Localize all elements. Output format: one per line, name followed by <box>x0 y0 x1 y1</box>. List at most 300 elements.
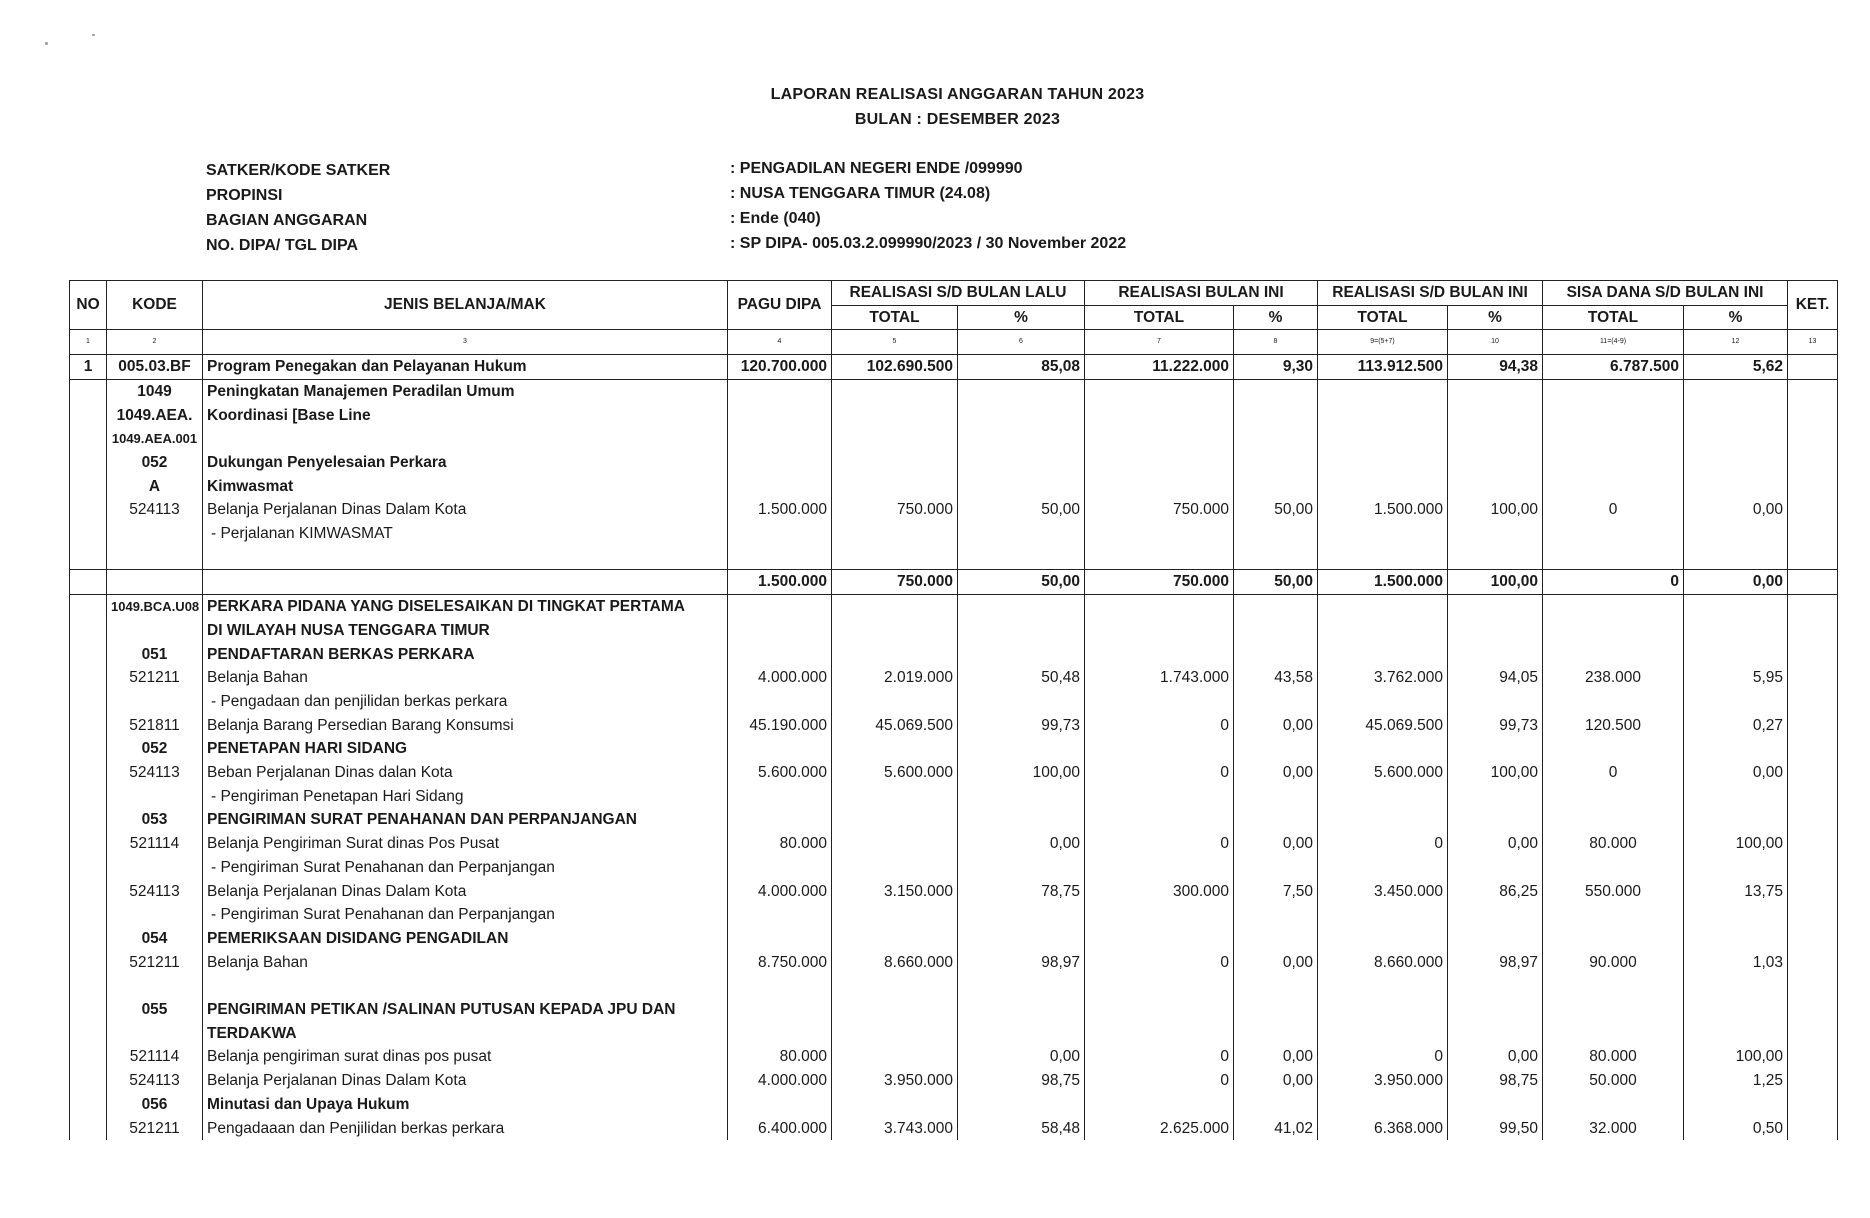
cell-t1 <box>832 475 958 499</box>
cell-t4 <box>1543 998 1684 1022</box>
cell-t3 <box>1318 974 1448 998</box>
cell-no <box>70 451 107 475</box>
cell-kode: 056 <box>107 1093 203 1117</box>
cell-jenis: TERDAKWA <box>203 1022 728 1046</box>
cell-p1: 99,73 <box>958 714 1085 738</box>
cell-t2: 1.743.000 <box>1085 666 1234 690</box>
cell-p1 <box>958 737 1085 761</box>
cell-p4 <box>1684 643 1788 667</box>
cell-t3 <box>1318 379 1448 403</box>
cell-no: 1 <box>70 355 107 380</box>
header-pagu: PAGU DIPA <box>728 281 832 330</box>
cell-no <box>70 1117 107 1141</box>
cell-jenis: Belanja Perjalanan Dinas Dalam Kota <box>203 498 728 522</box>
cell-t2 <box>1085 404 1234 428</box>
cell-t1 <box>832 522 958 546</box>
header-sisa-dana: SISA DANA S/D BULAN INI <box>1543 281 1788 306</box>
cell-p4 <box>1684 737 1788 761</box>
cell-p3: 94,05 <box>1448 666 1543 690</box>
cell-pagu <box>728 903 832 927</box>
table-row <box>70 427 1838 451</box>
cell-jenis: Belanja Pengiriman Surat dinas Pos Pusat <box>203 832 728 856</box>
column-number: 2 <box>107 330 203 355</box>
cell-jenis: PERKARA PIDANA YANG DISELESAIKAN DI TINGKAT PERTAMA <box>203 595 728 619</box>
cell-t1 <box>832 903 958 927</box>
cell-p1 <box>958 690 1085 714</box>
cell-pagu <box>728 404 832 428</box>
cell-no <box>70 903 107 927</box>
cell-p4 <box>1684 974 1788 998</box>
cell-t4 <box>1543 856 1684 880</box>
cell-p1 <box>958 379 1085 403</box>
cell-p4 <box>1684 379 1788 403</box>
cell-p3: 98,75 <box>1448 1069 1543 1093</box>
cell-t1: 3.743.000 <box>832 1117 958 1141</box>
cell-t4 <box>1543 427 1684 451</box>
cell-ket <box>1788 1093 1838 1117</box>
cell-t3: 5.600.000 <box>1318 761 1448 785</box>
table-row <box>70 974 1838 998</box>
cell-p4 <box>1684 808 1788 832</box>
cell-jenis <box>203 974 728 998</box>
cell-p1 <box>958 1022 1085 1046</box>
cell-no <box>70 1022 107 1046</box>
cell-t2 <box>1085 927 1234 951</box>
cell-p2 <box>1234 404 1318 428</box>
cell-t4 <box>1543 379 1684 403</box>
cell-t1 <box>832 856 958 880</box>
cell-p1 <box>958 856 1085 880</box>
table-row <box>70 951 1838 975</box>
cell-ket <box>1788 427 1838 451</box>
scan-speck <box>92 34 95 36</box>
cell-t2 <box>1085 475 1234 499</box>
cell-t4 <box>1543 475 1684 499</box>
cell-jenis: - Pengiriman Surat Penahanan dan Perpanjangan <box>203 856 728 880</box>
cell-ket <box>1788 666 1838 690</box>
column-number: 3 <box>203 330 728 355</box>
cell-jenis: - Pengadaan dan penjilidan berkas perkara <box>203 690 728 714</box>
cell-t4: 0 <box>1543 761 1684 785</box>
cell-no <box>70 998 107 1022</box>
cell-t3 <box>1318 475 1448 499</box>
cell-t2 <box>1085 785 1234 809</box>
cell-pagu <box>728 619 832 643</box>
cell-p3 <box>1448 522 1543 546</box>
cell-jenis <box>203 570 728 595</box>
cell-t1 <box>832 546 958 570</box>
cell-t4 <box>1543 404 1684 428</box>
cell-t2 <box>1085 379 1234 403</box>
table-row <box>70 379 1838 403</box>
table-row <box>70 546 1838 570</box>
cell-p3: 99,50 <box>1448 1117 1543 1141</box>
cell-kode: 524113 <box>107 880 203 904</box>
cell-p1: 58,48 <box>958 1117 1085 1141</box>
cell-ket <box>1788 714 1838 738</box>
cell-jenis: Minutasi dan Upaya Hukum <box>203 1093 728 1117</box>
cell-t4 <box>1543 690 1684 714</box>
cell-jenis: Belanja Perjalanan Dinas Dalam Kota <box>203 1069 728 1093</box>
header-pct: % <box>1234 305 1318 330</box>
cell-kode: 053 <box>107 808 203 832</box>
cell-p2 <box>1234 451 1318 475</box>
cell-p3 <box>1448 546 1543 570</box>
cell-ket <box>1788 355 1838 380</box>
column-number-row <box>70 330 1838 355</box>
cell-t1 <box>832 451 958 475</box>
cell-t1 <box>832 832 958 856</box>
cell-pagu: 1.500.000 <box>728 570 832 595</box>
table-row <box>70 570 1838 595</box>
cell-t2: 0 <box>1085 714 1234 738</box>
cell-t1: 5.600.000 <box>832 761 958 785</box>
cell-ket <box>1788 974 1838 998</box>
header-total: TOTAL <box>1085 305 1234 330</box>
cell-p4: 1,25 <box>1684 1069 1788 1093</box>
cell-p1 <box>958 595 1085 619</box>
cell-no <box>70 404 107 428</box>
cell-jenis: Pengadaaan dan Penjilidan berkas perkara <box>203 1117 728 1141</box>
cell-pagu <box>728 475 832 499</box>
cell-jenis: PEMERIKSAAN DISIDANG PENGADILAN <box>203 927 728 951</box>
cell-pagu: 1.500.000 <box>728 498 832 522</box>
cell-pagu <box>728 451 832 475</box>
cell-pagu <box>728 427 832 451</box>
cell-t4: 80.000 <box>1543 1045 1684 1069</box>
cell-p3 <box>1448 785 1543 809</box>
table-row <box>70 404 1838 428</box>
cell-no <box>70 546 107 570</box>
cell-pagu: 120.700.000 <box>728 355 832 380</box>
cell-jenis: Belanja Bahan <box>203 951 728 975</box>
cell-kode <box>107 619 203 643</box>
cell-no <box>70 808 107 832</box>
cell-kode <box>107 1022 203 1046</box>
cell-t3 <box>1318 998 1448 1022</box>
cell-t4 <box>1543 808 1684 832</box>
cell-p4: 13,75 <box>1684 880 1788 904</box>
cell-jenis: - Pengiriman Penetapan Hari Sidang <box>203 785 728 809</box>
cell-t3: 45.069.500 <box>1318 714 1448 738</box>
cell-ket <box>1788 690 1838 714</box>
cell-t2 <box>1085 1093 1234 1117</box>
cell-t3 <box>1318 737 1448 761</box>
cell-t1 <box>832 404 958 428</box>
cell-t2 <box>1085 619 1234 643</box>
cell-ket <box>1788 595 1838 619</box>
cell-pagu: 80.000 <box>728 832 832 856</box>
cell-p1: 85,08 <box>958 355 1085 380</box>
cell-p3 <box>1448 475 1543 499</box>
cell-p2 <box>1234 927 1318 951</box>
cell-p2: 0,00 <box>1234 761 1318 785</box>
cell-t4 <box>1543 1093 1684 1117</box>
meta-label: SATKER/KODE SATKER <box>206 162 391 179</box>
cell-p1 <box>958 785 1085 809</box>
table-row <box>70 998 1838 1022</box>
cell-p2 <box>1234 737 1318 761</box>
cell-t1 <box>832 1022 958 1046</box>
cell-t4: 50.000 <box>1543 1069 1684 1093</box>
cell-p4 <box>1684 595 1788 619</box>
cell-t3 <box>1318 522 1448 546</box>
header-pct: % <box>1448 305 1543 330</box>
cell-t2: 0 <box>1085 761 1234 785</box>
cell-t3 <box>1318 619 1448 643</box>
table-row <box>70 595 1838 619</box>
cell-t4: 80.000 <box>1543 832 1684 856</box>
header-kode: KODE <box>107 281 203 330</box>
cell-t4 <box>1543 927 1684 951</box>
cell-p3 <box>1448 998 1543 1022</box>
cell-p4 <box>1684 1093 1788 1117</box>
cell-pagu <box>728 808 832 832</box>
cell-t3 <box>1318 546 1448 570</box>
cell-p4: 1,03 <box>1684 951 1788 975</box>
column-number: 4 <box>728 330 832 355</box>
cell-jenis: Belanja pengiriman surat dinas pos pusat <box>203 1045 728 1069</box>
cell-p4 <box>1684 427 1788 451</box>
cell-t3 <box>1318 595 1448 619</box>
column-number: 6 <box>958 330 1085 355</box>
cell-kode <box>107 856 203 880</box>
cell-t1: 45.069.500 <box>832 714 958 738</box>
cell-p3 <box>1448 974 1543 998</box>
budget-table <box>69 280 1838 1140</box>
cell-t2: 300.000 <box>1085 880 1234 904</box>
cell-ket <box>1788 404 1838 428</box>
cell-p2: 50,00 <box>1234 498 1318 522</box>
meta-value: : Ende (040) <box>730 210 821 227</box>
cell-t1 <box>832 427 958 451</box>
cell-p3 <box>1448 1022 1543 1046</box>
cell-p1 <box>958 451 1085 475</box>
cell-p4: 5,62 <box>1684 355 1788 380</box>
cell-t4 <box>1543 1022 1684 1046</box>
cell-t1: 750.000 <box>832 498 958 522</box>
header-ket: KET. <box>1788 281 1838 330</box>
cell-p3: 100,00 <box>1448 570 1543 595</box>
cell-t2 <box>1085 546 1234 570</box>
cell-pagu <box>728 690 832 714</box>
cell-kode: 524113 <box>107 1069 203 1093</box>
cell-t3: 1.500.000 <box>1318 498 1448 522</box>
table-row <box>70 522 1838 546</box>
cell-t1 <box>832 690 958 714</box>
table-row <box>70 1022 1838 1046</box>
table-row <box>70 856 1838 880</box>
cell-p1 <box>958 1093 1085 1117</box>
cell-no <box>70 714 107 738</box>
cell-t3: 0 <box>1318 832 1448 856</box>
cell-kode: 052 <box>107 737 203 761</box>
cell-p2 <box>1234 643 1318 667</box>
cell-p3 <box>1448 619 1543 643</box>
cell-t3 <box>1318 1093 1448 1117</box>
cell-p3 <box>1448 927 1543 951</box>
cell-jenis: - Pengiriman Surat Penahanan dan Perpanjangan <box>203 903 728 927</box>
cell-ket <box>1788 570 1838 595</box>
cell-p4 <box>1684 998 1788 1022</box>
cell-t1 <box>832 927 958 951</box>
cell-t2 <box>1085 737 1234 761</box>
meta-value: : PENGADILAN NEGERI ENDE /099990 <box>730 160 1023 177</box>
table-row <box>70 498 1838 522</box>
cell-p2 <box>1234 690 1318 714</box>
cell-t4 <box>1543 643 1684 667</box>
cell-no <box>70 737 107 761</box>
cell-t2 <box>1085 998 1234 1022</box>
cell-ket <box>1788 451 1838 475</box>
cell-pagu: 4.000.000 <box>728 880 832 904</box>
cell-kode: 1049.BCA.U08 <box>107 595 203 619</box>
cell-ket <box>1788 880 1838 904</box>
cell-no <box>70 856 107 880</box>
cell-p2 <box>1234 379 1318 403</box>
column-number: 12 <box>1684 330 1788 355</box>
cell-kode: 521114 <box>107 1045 203 1069</box>
cell-t2 <box>1085 1022 1234 1046</box>
cell-p3 <box>1448 643 1543 667</box>
cell-ket <box>1788 379 1838 403</box>
cell-t4 <box>1543 595 1684 619</box>
header-no: NO <box>70 281 107 330</box>
cell-t2: 0 <box>1085 951 1234 975</box>
cell-t3: 3.762.000 <box>1318 666 1448 690</box>
cell-t4 <box>1543 785 1684 809</box>
cell-ket <box>1788 1022 1838 1046</box>
report-title: LAPORAN REALISASI ANGGARAN TAHUN 2023 <box>770 86 1145 103</box>
cell-t2 <box>1085 974 1234 998</box>
cell-p1 <box>958 475 1085 499</box>
cell-p1 <box>958 522 1085 546</box>
cell-no <box>70 595 107 619</box>
cell-p2: 0,00 <box>1234 1045 1318 1069</box>
cell-ket <box>1788 1117 1838 1141</box>
cell-t3: 6.368.000 <box>1318 1117 1448 1141</box>
cell-t4 <box>1543 451 1684 475</box>
cell-ket <box>1788 1069 1838 1093</box>
cell-t4 <box>1543 619 1684 643</box>
cell-p2 <box>1234 856 1318 880</box>
cell-ket <box>1788 808 1838 832</box>
cell-kode: 521211 <box>107 1117 203 1141</box>
cell-pagu <box>728 785 832 809</box>
cell-p2 <box>1234 546 1318 570</box>
cell-t1 <box>832 1045 958 1069</box>
cell-t3: 8.660.000 <box>1318 951 1448 975</box>
cell-p3: 100,00 <box>1448 498 1543 522</box>
cell-p2 <box>1234 903 1318 927</box>
cell-p4: 100,00 <box>1684 832 1788 856</box>
cell-t3 <box>1318 785 1448 809</box>
cell-no <box>70 951 107 975</box>
cell-t4 <box>1543 903 1684 927</box>
cell-kode: 052 <box>107 451 203 475</box>
cell-p1 <box>958 903 1085 927</box>
header-pct: % <box>958 305 1085 330</box>
table-row <box>70 355 1838 380</box>
cell-p1: 50,00 <box>958 570 1085 595</box>
cell-p4: 0,00 <box>1684 498 1788 522</box>
cell-p4: 0,00 <box>1684 761 1788 785</box>
cell-t2 <box>1085 522 1234 546</box>
cell-ket <box>1788 951 1838 975</box>
cell-p3 <box>1448 427 1543 451</box>
cell-pagu <box>728 546 832 570</box>
cell-no <box>70 832 107 856</box>
cell-t4: 0 <box>1543 498 1684 522</box>
cell-p1: 50,48 <box>958 666 1085 690</box>
table-row <box>70 475 1838 499</box>
cell-t4: 120.500 <box>1543 714 1684 738</box>
cell-p1: 100,00 <box>958 761 1085 785</box>
cell-p1 <box>958 427 1085 451</box>
cell-ket <box>1788 927 1838 951</box>
cell-t2: 0 <box>1085 1069 1234 1093</box>
table-row <box>70 832 1838 856</box>
cell-p1: 0,00 <box>958 1045 1085 1069</box>
cell-no <box>70 1069 107 1093</box>
cell-no <box>70 690 107 714</box>
cell-kode <box>107 903 203 927</box>
cell-jenis: Belanja Bahan <box>203 666 728 690</box>
cell-p4 <box>1684 1022 1788 1046</box>
cell-t3 <box>1318 808 1448 832</box>
cell-p2 <box>1234 1093 1318 1117</box>
cell-p4 <box>1684 856 1788 880</box>
cell-p3 <box>1448 856 1543 880</box>
cell-pagu <box>728 379 832 403</box>
cell-t2 <box>1085 427 1234 451</box>
cell-no <box>70 619 107 643</box>
cell-kode <box>107 785 203 809</box>
table-row <box>70 619 1838 643</box>
cell-pagu <box>728 974 832 998</box>
cell-jenis: Belanja Barang Persedian Barang Konsumsi <box>203 714 728 738</box>
table-row <box>70 808 1838 832</box>
cell-jenis: PENGIRIMAN SURAT PENAHANAN DAN PERPANJANGAN <box>203 808 728 832</box>
cell-p3: 99,73 <box>1448 714 1543 738</box>
cell-t1: 102.690.500 <box>832 355 958 380</box>
cell-t3: 113.912.500 <box>1318 355 1448 380</box>
cell-jenis: Dukungan Penyelesaian Perkara <box>203 451 728 475</box>
cell-jenis: PENETAPAN HARI SIDANG <box>203 737 728 761</box>
cell-no <box>70 761 107 785</box>
column-number: 1 <box>70 330 107 355</box>
cell-p1 <box>958 404 1085 428</box>
cell-t1 <box>832 619 958 643</box>
cell-p1: 78,75 <box>958 880 1085 904</box>
cell-ket <box>1788 522 1838 546</box>
cell-kode: 055 <box>107 998 203 1022</box>
cell-p2: 50,00 <box>1234 570 1318 595</box>
cell-jenis <box>203 546 728 570</box>
cell-p2: 41,02 <box>1234 1117 1318 1141</box>
cell-p2 <box>1234 808 1318 832</box>
cell-ket <box>1788 761 1838 785</box>
cell-p1 <box>958 808 1085 832</box>
cell-p3: 0,00 <box>1448 1045 1543 1069</box>
cell-ket <box>1788 643 1838 667</box>
cell-pagu <box>728 1093 832 1117</box>
cell-t1 <box>832 998 958 1022</box>
cell-kode: 1049 <box>107 379 203 403</box>
cell-no <box>70 475 107 499</box>
cell-pagu: 6.400.000 <box>728 1117 832 1141</box>
cell-t2 <box>1085 690 1234 714</box>
